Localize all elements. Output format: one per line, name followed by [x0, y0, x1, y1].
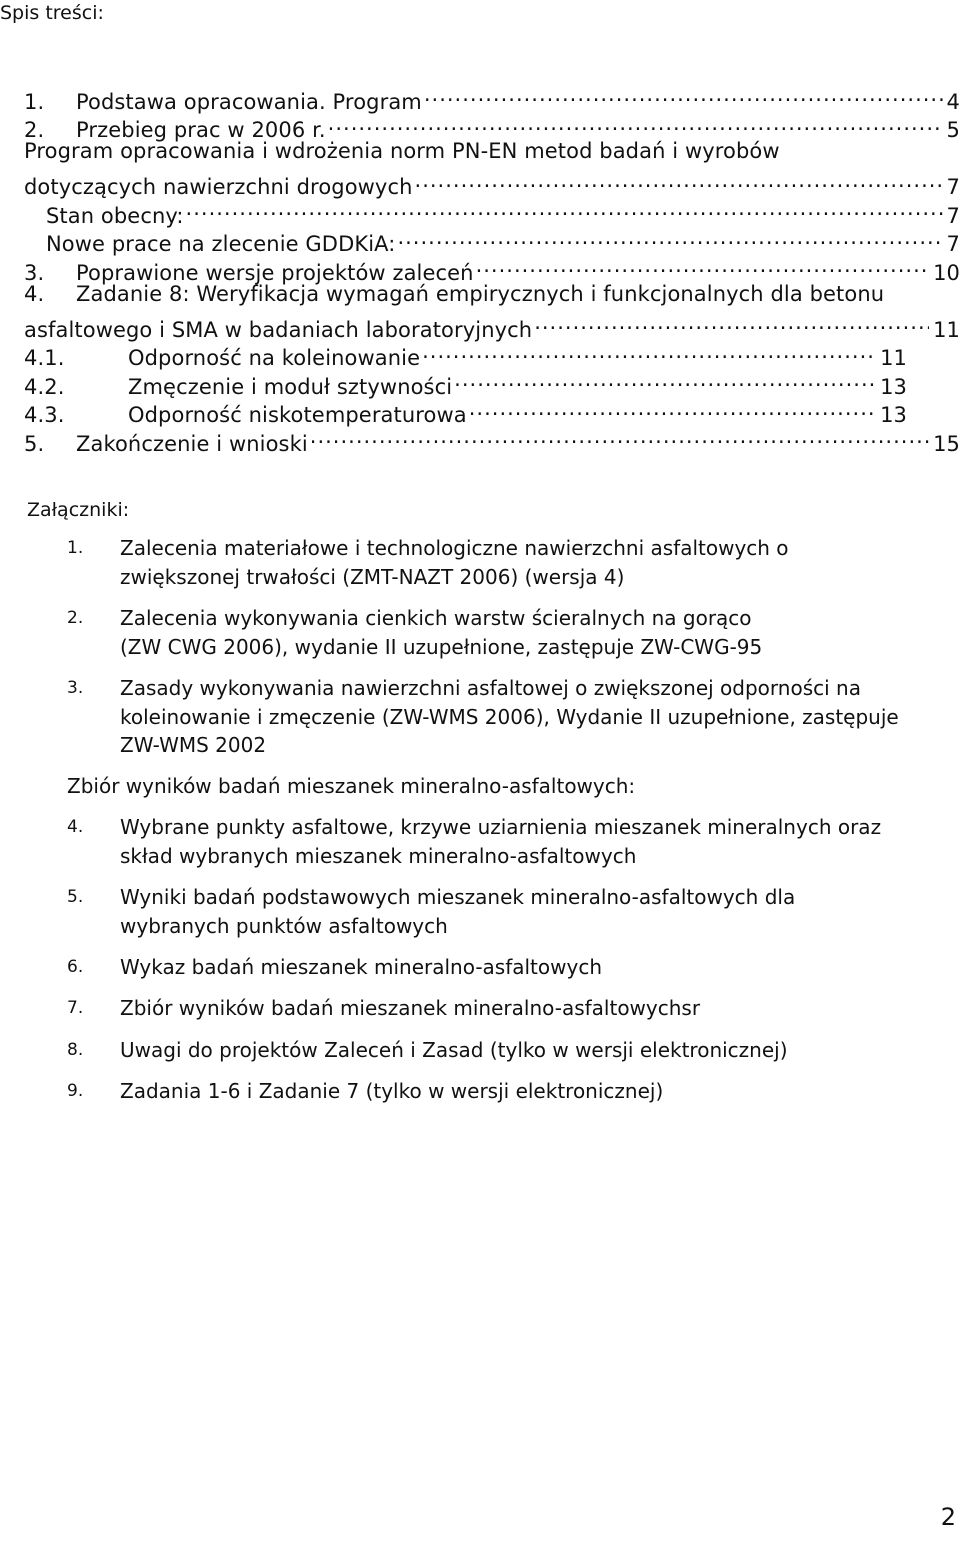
result-item — [67, 1077, 937, 1106]
toc-leader-dots — [415, 166, 943, 195]
toc-entry-title: Poprawione wersje projektów zaleceń — [76, 260, 474, 285]
toc-entry-continuation[interactable] — [24, 308, 960, 342]
toc-entry-title: Zakończenie i wnioski — [76, 431, 308, 456]
toc-entry-page: 15 — [933, 431, 960, 456]
result-item — [67, 813, 937, 870]
toc-entry-page: 7 — [946, 232, 960, 256]
result-number: 9. — [67, 1081, 84, 1101]
result-number: 5. — [67, 887, 84, 907]
toc-leader-dots — [476, 251, 930, 280]
result-line: wybranych punktów asfaltowych — [120, 913, 448, 938]
toc-leader-dots — [397, 223, 942, 252]
toc-entry-page: 13 — [880, 374, 907, 399]
toc-leader-dots — [328, 109, 943, 138]
toc-entry-page: 13 — [880, 403, 907, 427]
toc-entry-title: Odporność niskotemperaturowa — [128, 403, 467, 427]
attachment-line: ZW-WMS 2002 — [120, 733, 267, 757]
toc-entry-number: 1. — [24, 89, 45, 114]
toc-entry-page: 7 — [946, 203, 960, 228]
toc-entry-continuation[interactable] — [24, 166, 960, 199]
toc-entry[interactable] — [24, 251, 960, 285]
toc-entry-title: Podstawa opracowania. Program — [76, 89, 422, 114]
result-item — [67, 953, 937, 982]
toc-entry-number: 4.1. — [24, 346, 65, 370]
attachment-number: 1. — [67, 538, 84, 558]
attachment-line: Zasady wykonywania nawierzchni asfaltowej o zwiększonej odporności na — [120, 676, 861, 700]
results-group-heading: Zbiór wyników badań mieszanek mineralno-asfaltowych: — [67, 774, 636, 798]
result-item — [67, 994, 937, 1023]
attachment-line: Zalecenia wykonywania cienkich warstw ścieralnych na gorąco — [120, 606, 752, 630]
toc-subentry[interactable] — [24, 337, 960, 370]
result-line: Wybrane punkty asfaltowe, krzywe uziarnienia mieszanek mineralnych oraz — [120, 815, 882, 839]
result-number: 4. — [67, 817, 84, 837]
attachment-number: 3. — [67, 678, 84, 698]
toc-entry-number: 5. — [24, 431, 45, 456]
result-line: skład wybranych mieszanek mineralno-asfaltowych — [120, 843, 637, 868]
page-number: 2 — [940, 1503, 956, 1531]
attachment-line: (ZW CWG 2006), wydanie II uzupełnione, zastępuje ZW-CWG-95 — [120, 634, 763, 659]
toc-subentry[interactable] — [24, 394, 960, 427]
result-number: 7. — [67, 998, 84, 1018]
toc-entry-page: 11 — [933, 317, 960, 342]
toc-entry-page: 4 — [946, 89, 960, 114]
toc-heading: Spis treści: — [0, 2, 104, 24]
result-number: 6. — [67, 957, 84, 977]
toc-entry-number: 4.2. — [24, 374, 65, 399]
toc-entry[interactable] — [24, 109, 960, 142]
toc-entry-page: 10 — [933, 260, 960, 285]
table-of-contents — [24, 80, 960, 456]
toc-leader-dots — [422, 337, 876, 366]
toc-entry[interactable] — [24, 422, 960, 456]
toc-entry-title: Przebieg prac w 2006 r. — [76, 118, 326, 142]
toc-leader-dots — [534, 308, 929, 337]
toc-entry-title: asfaltowego i SMA w badaniach laboratoryjnych — [24, 317, 533, 342]
attachment-line: koleinowanie i zmęczenie (ZW-WMS 2006), Wydanie II uzupełnione, zastępuje — [120, 704, 899, 729]
toc-entry-title: Zmęczenie i moduł sztywności — [128, 374, 453, 399]
toc-entry-number: 2. — [24, 118, 45, 142]
toc-entry-title: Nowe prace na zlecenie GDDKiA: — [46, 232, 396, 256]
toc-entry[interactable] — [24, 80, 960, 114]
toc-entry-number: 4. — [24, 281, 45, 306]
toc-leader-dots — [310, 422, 929, 451]
toc-entry[interactable] — [24, 280, 960, 309]
attachment-item — [67, 534, 937, 591]
result-number: 8. — [67, 1040, 84, 1060]
toc-entry-page: 11 — [880, 346, 907, 370]
toc-entry-title: Zadanie 8: Weryfikacja wymagań empirycznych i funkcjonalnych dla betonu — [76, 281, 885, 306]
attachment-line: zwiększonej trwałości (ZMT-NAZT 2006) (wersja 4) — [120, 564, 625, 589]
toc-entry-number: 4.3. — [24, 403, 65, 427]
attachments-heading: Załączniki: — [27, 499, 130, 521]
toc-entry[interactable] — [24, 137, 960, 166]
result-line: Wykaz badań mieszanek mineralno-asfaltowych — [120, 955, 603, 979]
toc-entry[interactable] — [24, 194, 960, 228]
toc-entry[interactable] — [24, 223, 960, 256]
toc-entry-title: Stan obecny: — [46, 203, 184, 228]
attachment-item — [67, 674, 937, 760]
toc-leader-dots — [424, 80, 943, 109]
result-item — [67, 1036, 937, 1065]
toc-subentry[interactable] — [24, 365, 960, 399]
result-line: Uwagi do projektów Zaleceń i Zasad (tylko w wersji elektronicznej) — [120, 1038, 788, 1062]
attachment-item — [67, 604, 937, 661]
toc-entry-title: dotyczących nawierzchni drogowych — [24, 175, 413, 199]
result-line: Zbiór wyników badań mieszanek mineralno-asfaltowychsr — [120, 996, 701, 1020]
result-item — [67, 883, 937, 940]
toc-leader-dots — [469, 394, 876, 423]
toc-entry-number: 3. — [24, 260, 45, 285]
toc-entry-page: 5 — [946, 118, 960, 142]
attachment-line: Zalecenia materiałowe i technologiczne nawierzchni asfaltowych o — [120, 536, 789, 560]
attachment-number: 2. — [67, 608, 84, 628]
toc-entry-title: Odporność na koleinowanie — [128, 346, 421, 370]
toc-entry-title: Program opracowania i wdrożenia norm PN-EN metod badań i wyrobów — [24, 139, 780, 163]
toc-entry-page: 7 — [946, 175, 960, 199]
result-line: Zadania 1-6 i Zadanie 7 (tylko w wersji elektronicznej) — [120, 1079, 664, 1103]
toc-leader-dots — [454, 365, 876, 394]
toc-leader-dots — [186, 194, 943, 223]
result-line: Wyniki badań podstawowych mieszanek mineralno-asfaltowych dla — [120, 885, 796, 909]
